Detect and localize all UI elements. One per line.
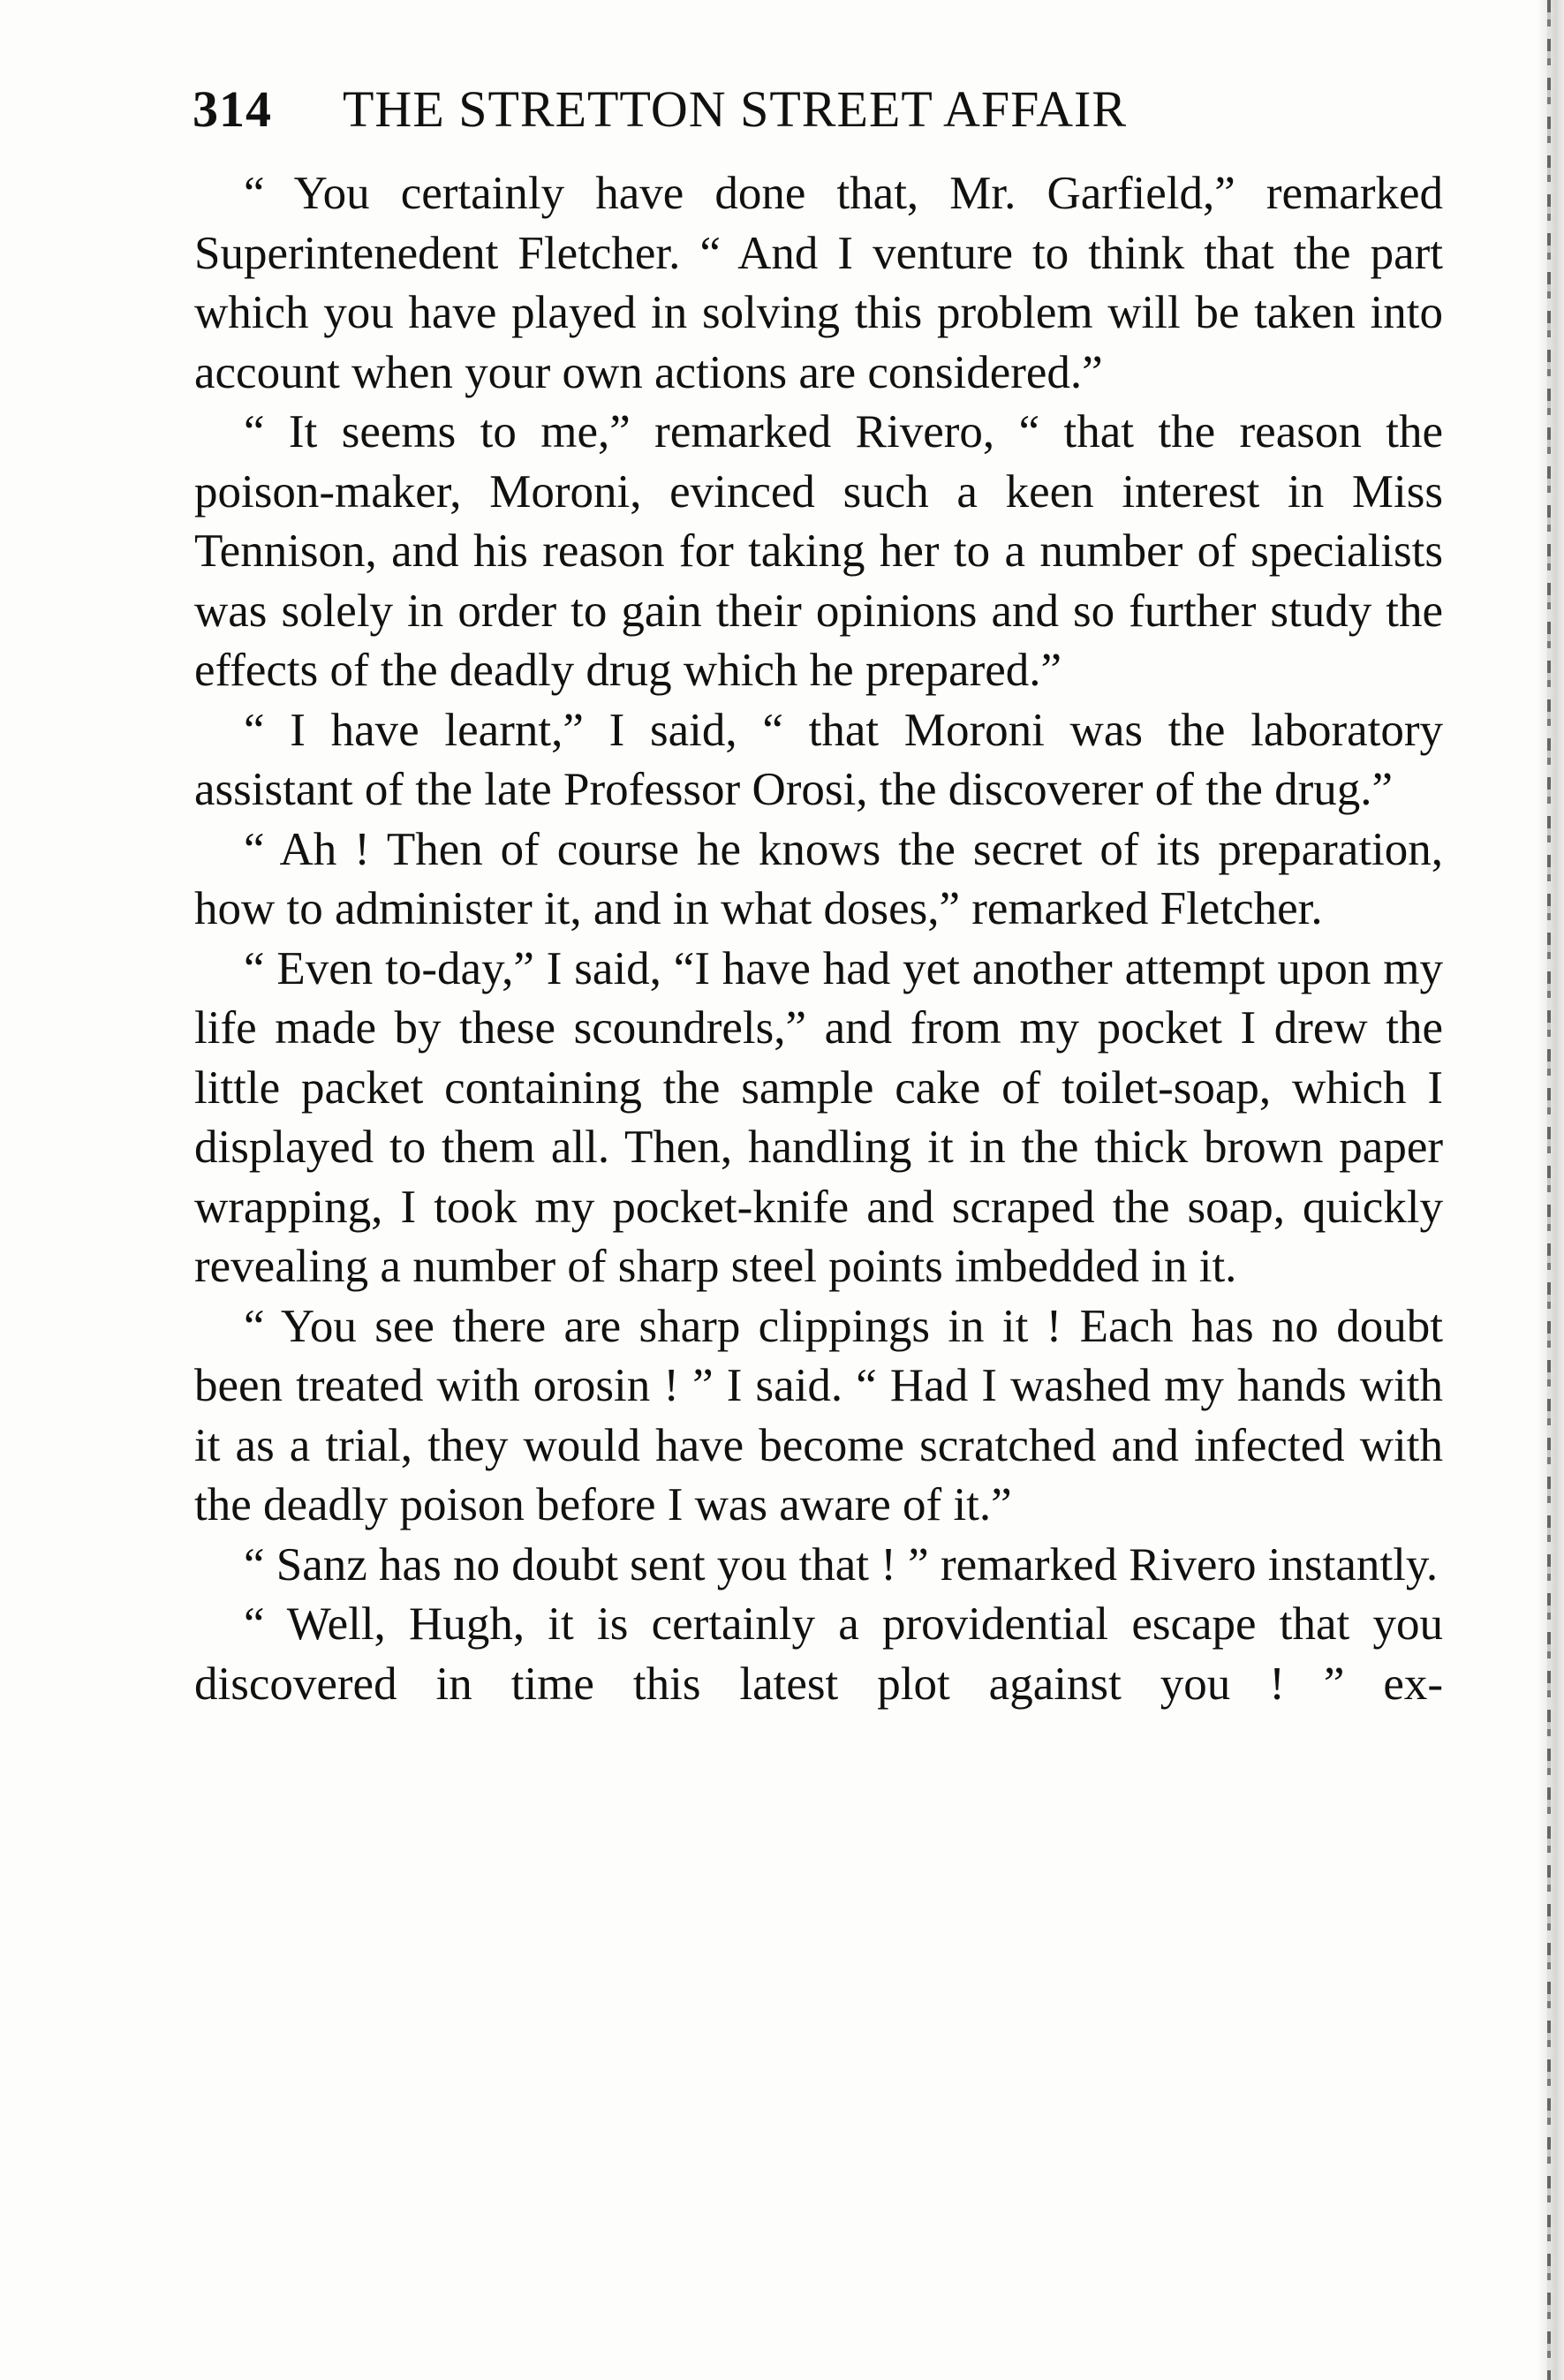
paragraph: “ Sanz has no doubt sent you that ! ” remarked Rivero instantly. xyxy=(244,1538,1439,1590)
paragraph: “ It seems to me,” remarked Rivero, “ that the reason the poison-maker, Moroni, evinced such a keen interest in Miss Tennison, and his reason for taking her to a number of specialists was solely in order to gain their opinions and so further study the effects of the deadly drug which he prepared.” xyxy=(194,406,1443,696)
paragraph: “ Well, Hugh, it is certainly a providential escape that you discovered in time this latest plot against you ! ” ex- xyxy=(194,1598,1443,1710)
paragraph: “ Ah ! Then of course he knows the secret of its preparation, how to administer it, and in what doses,” remarked Fletcher. xyxy=(194,823,1443,934)
paragraph: “ You see there are sharp clippings in it ! Each has no doubt been treated with orosin ! ” I said. “ Had I washed my hands with it as a trial, they would have become scratched and infected with the deadly poison before I was aware of it.” xyxy=(194,1300,1443,1530)
body-text xyxy=(194,164,1443,1714)
paragraph: “ I have learnt,” I said, “ that Moroni was the laboratory assistant of the late Professor Orosi, the discoverer of the drug.” xyxy=(194,704,1443,815)
running-title: THE STRETTON STREET AFFAIR xyxy=(343,80,1128,138)
binding-edge-line xyxy=(1547,0,1551,2380)
running-head xyxy=(193,74,1447,145)
page-number: 314 xyxy=(193,80,272,138)
paragraph: “ You certainly have done that, Mr. Garfield,” remarked Superintenedent Fletcher. “ And I venture to think that the part which you have played in solving this problem will be taken into account when your own actions are considered.” xyxy=(194,168,1443,398)
paragraph: “ Even to-day,” I said, “I have had yet another attempt upon my life made by these scoundrels,” and from my pocket I drew the little packet containing the sample cake of toilet-soap, which I displayed to them all. Then, handling it in the thick brown paper wrapping, I took my pocket-knife and scraped the soap, quickly revealing a number of sharp steel points imbedded in it. xyxy=(194,942,1443,1292)
